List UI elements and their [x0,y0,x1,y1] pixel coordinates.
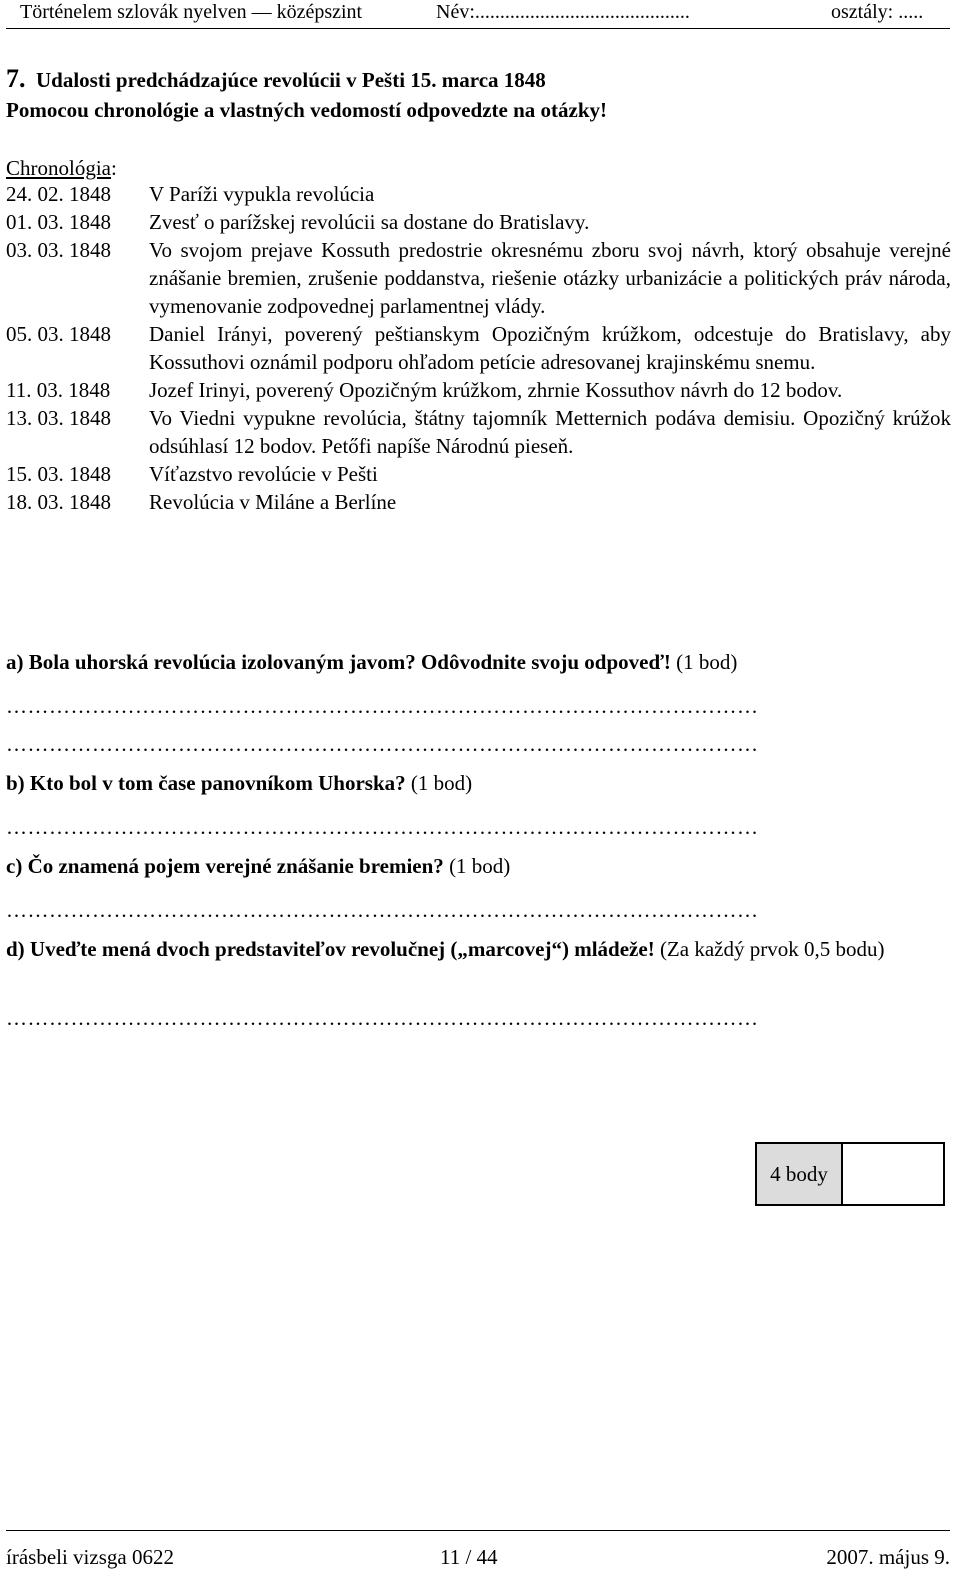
chronology-item [6,404,951,460]
footer-page-number: 11 / 44 [440,1545,498,1569]
score-label: 4 body [757,1144,843,1204]
question-b-text: b) Kto bol v tom čase panovníkom Uhorska? [6,771,406,795]
chronology-text: Jozef Irinyi, poverený Opozičným krúžkom, zhrnie Kossuthov návrh do 12 bodov. [149,378,843,402]
chronology-date: 15. 03. 1848 [6,462,111,486]
answer-line-d[interactable]: …………………………………………………………………………………………… [6,1006,759,1030]
header-name-field: Név:........................................... [436,1,690,23]
chronology-item [6,320,951,376]
chronology-date: 13. 03. 1848 [6,406,111,430]
chronology-label: Chronológia [6,156,111,180]
question-b-points: (1 bod) [405,771,473,795]
chronology-date: 18. 03. 1848 [6,490,111,514]
answer-line-c[interactable]: …………………………………………………………………………………………… [6,898,759,922]
chronology-text: V Paríži vypukla revolúcia [149,182,375,206]
page-footer [6,1530,950,1593]
chronology-item [6,180,951,208]
chronology-text: Vo Viedni vypukne revolúcia, štátny tajomník Metternich podáva demisiu. Opozičný krúžok odsúhlasí 12 bodov. Petőfi napíše Národnú pieseň. [149,406,951,458]
task-title: Udalosti predchádzajúce revolúcii v Pešti 15. marca 1848 [36,68,546,92]
header-title: Történelem szlovák nyelven — középszint [20,1,363,23]
question-a-text: a) Bola uhorská revolúcia izolovaným javom? Odôvodnite svoju odpoveď! [6,650,671,674]
question-d-text: d) Uveďte mená dvoch predstaviteľov revolučnej („marcovej“) mládeže! [6,937,655,961]
chronology-text: Revolúcia v Miláne a Berlíne [149,490,397,514]
chronology-text: Vo svojom prejave Kossuth predostrie okresnému zboru svoj návrh, ktorý obsahuje verejné znášanie bremien, zrušenie poddanstva, riešenie otázky urbanizácie a politických práv národa, vymenovanie zodpovednej parlamentnej vlády. [149,238,951,318]
answer-line-b[interactable]: …………………………………………………………………………………………… [6,815,759,839]
question-c-points: (1 bod) [443,854,511,878]
score-field[interactable] [843,1144,943,1204]
chronology-text: Víťazstvo revolúcie v Pešti [149,462,378,486]
chronology-text: Daniel Irányi, poverený peštianskym Opozičným krúžkom, odcestuje do Bratislavy, aby Kossuthovi oznámil podporu ohľadom petície adresovanej krajinskému snemu. [149,322,951,374]
chronology-date: 11. 03. 1848 [6,378,111,402]
footer-date: 2007. május 9. [826,1545,950,1569]
answer-line-a2[interactable]: …………………………………………………………………………………………… [6,732,759,756]
answer-line-a1[interactable]: …………………………………………………………………………………………… [6,694,759,718]
chronology-item [6,460,951,488]
task-heading [6,64,607,125]
chronology-item [6,488,951,516]
chronology-text: Zvesť o parížskej revolúcii sa dostane do Bratislavy. [149,210,590,234]
task-instruction: Pomocou chronológie a vlastných vedomostí odpovedzte na otázky! [6,98,608,122]
question-c-text: c) Čo znamená pojem verejné znášanie bremien? [6,854,444,878]
chronology-colon: : [111,156,117,180]
question-a-points: (1 bod) [670,650,738,674]
chronology-date: 24. 02. 1848 [6,182,111,206]
question-b [6,769,951,797]
chronology-item [6,376,951,404]
header-class-field: osztály: ..... [831,1,924,23]
chronology-date: 01. 03. 1848 [6,210,111,234]
chronology-heading [6,154,117,182]
score-box [755,1142,945,1206]
chronology-date: 05. 03. 1848 [6,322,111,346]
question-d-points: (Za každý prvok 0,5 bodu) [654,937,885,961]
task-number: 7. [6,64,26,93]
question-c [6,852,951,880]
chronology-list [6,180,951,516]
question-d [6,935,951,963]
chronology-item [6,208,951,236]
footer-exam-id: írásbeli vizsga 0622 [6,1545,174,1569]
chronology-date: 03. 03. 1848 [6,238,111,262]
page-header [6,0,950,29]
question-a [6,648,951,676]
chronology-item [6,236,951,320]
